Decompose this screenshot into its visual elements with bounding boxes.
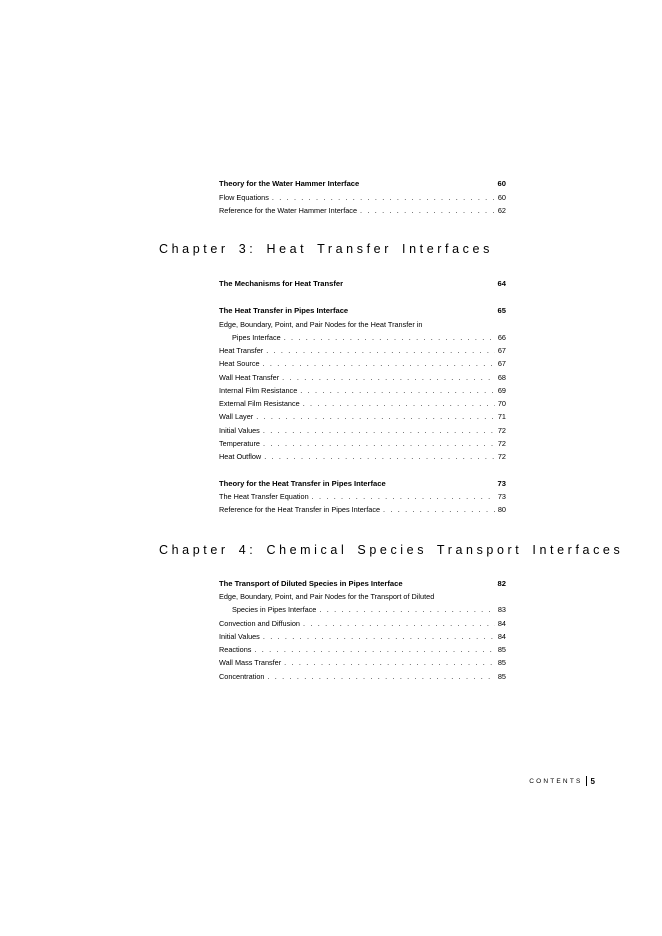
toc-entry[interactable] <box>219 359 506 369</box>
footer-label: CONTENTS <box>529 777 583 785</box>
toc-leader-dots <box>380 505 495 515</box>
toc-entry-title: Edge, Boundary, Point, and Pair Nodes for the Transport of Diluted <box>219 592 435 601</box>
toc-section[interactable] <box>219 279 506 289</box>
toc-entry[interactable] <box>219 320 506 330</box>
toc-entry-title: Wall Layer <box>219 412 254 421</box>
toc-page-number: 60 <box>497 179 506 188</box>
toc-leader-dots <box>297 386 495 396</box>
toc-entry[interactable] <box>219 592 506 602</box>
toc-page-number: 85 <box>497 645 506 654</box>
toc-entry[interactable] <box>219 619 506 629</box>
toc-entry[interactable] <box>219 373 506 383</box>
toc-entry[interactable] <box>219 206 506 216</box>
toc-leader-dots <box>300 619 495 629</box>
toc-entry-title: The Heat Transfer Equation <box>219 492 309 501</box>
toc-entry-title: Initial Values <box>219 632 260 641</box>
toc-page-number: 65 <box>497 306 506 315</box>
toc-page-number: 85 <box>497 672 506 681</box>
toc-entry-title: Theory for the Heat Transfer in Pipes Interface <box>219 479 386 488</box>
toc-entry-title: Wall Heat Transfer <box>219 373 280 382</box>
toc-entry-title: Theory for the Water Hammer Interface <box>219 179 360 188</box>
toc-leader-dots <box>260 426 495 436</box>
footer-page-number: 5 <box>590 776 595 786</box>
page-footer <box>529 776 595 786</box>
toc-entry[interactable] <box>219 439 506 449</box>
toc-page-number: 84 <box>497 619 506 628</box>
toc-page-number: 72 <box>497 426 506 435</box>
toc-entry[interactable] <box>219 346 506 356</box>
toc-entry-title: Flow Equations <box>219 193 269 202</box>
chapter-3-heading: Chapter 3: Heat Transfer Interfaces <box>159 242 493 256</box>
toc-page-number: 71 <box>497 412 506 421</box>
toc-page-number: 83 <box>497 605 506 614</box>
toc-entry-title: Reference for the Water Hammer Interface <box>219 206 358 215</box>
toc-entry-title: The Heat Transfer in Pipes Interface <box>219 306 349 315</box>
toc-entry[interactable] <box>219 386 506 396</box>
toc-entry[interactable] <box>219 452 506 462</box>
toc-entry[interactable] <box>219 492 506 502</box>
toc-leader-dots <box>279 373 495 383</box>
toc-page-number: 85 <box>497 658 506 667</box>
toc-entry-title: Concentration <box>219 672 265 681</box>
toc-section[interactable] <box>219 479 506 489</box>
toc-leader-dots <box>300 399 495 409</box>
toc-entry[interactable] <box>219 645 506 655</box>
toc-entry-title: Reactions <box>219 645 252 654</box>
toc-entry-title: The Mechanisms for Heat Transfer <box>219 279 344 288</box>
toc-entry[interactable] <box>219 605 506 615</box>
toc-page-number: 62 <box>497 206 506 215</box>
toc-leader-dots <box>263 346 495 356</box>
toc-page-number: 68 <box>497 373 506 382</box>
toc-page-number: 84 <box>497 632 506 641</box>
toc-page-number: 64 <box>497 279 506 288</box>
toc-section[interactable] <box>219 179 506 189</box>
toc-leader-dots <box>269 193 495 203</box>
toc-leader-dots <box>251 645 494 655</box>
toc-page-number: 70 <box>497 399 506 408</box>
toc-entry-title: Convection and Diffusion <box>219 619 300 628</box>
toc-entry[interactable] <box>219 672 506 682</box>
toc-entry[interactable] <box>219 505 506 515</box>
toc-entry-title: The Transport of Diluted Species in Pipes Interface <box>219 579 403 588</box>
toc-leader-dots <box>281 333 495 343</box>
toc-leader-dots <box>316 605 495 615</box>
toc-entry[interactable] <box>219 399 506 409</box>
toc-page-number: 73 <box>497 479 506 488</box>
toc-entry-title: Initial Values <box>219 426 260 435</box>
toc-leader-dots <box>357 206 495 216</box>
toc-entry-title: External Film Resistance <box>219 399 300 408</box>
toc-leader-dots <box>260 359 495 369</box>
toc-entry-title: Heat Transfer <box>219 346 264 355</box>
toc-page-number: 72 <box>497 439 506 448</box>
toc-entry-title: Species in Pipes Interface <box>232 605 317 614</box>
toc-entry-title: Internal Film Resistance <box>219 386 298 395</box>
toc-entry-title: Heat Source <box>219 359 260 368</box>
toc-section[interactable] <box>219 306 506 316</box>
toc-entry-title: Reference for the Heat Transfer in Pipes Interface <box>219 505 381 514</box>
toc-page-number: 80 <box>497 505 506 514</box>
toc-entry[interactable] <box>219 632 506 642</box>
toc-page-number: 72 <box>497 452 506 461</box>
footer-divider <box>586 776 587 786</box>
toc-entry[interactable] <box>219 426 506 436</box>
toc-leader-dots <box>261 452 495 462</box>
toc-page-number: 82 <box>497 579 506 588</box>
toc-page-number: 60 <box>497 193 506 202</box>
toc-entry-title: Temperature <box>219 439 260 448</box>
toc-entry-title: Pipes Interface <box>232 333 281 342</box>
toc-entry-title: Wall Mass Transfer <box>219 658 282 667</box>
toc-leader-dots <box>253 412 495 422</box>
toc-page-number: 67 <box>497 359 506 368</box>
toc-entry[interactable] <box>219 333 506 343</box>
toc-page-number: 66 <box>497 333 506 342</box>
toc-leader-dots <box>260 632 495 642</box>
toc-page-number: 69 <box>497 386 506 395</box>
toc-entry[interactable] <box>219 193 506 203</box>
toc-section[interactable] <box>219 579 506 589</box>
toc-entry-title: Edge, Boundary, Point, and Pair Nodes for the Heat Transfer in <box>219 320 423 329</box>
toc-page-number: 67 <box>497 346 506 355</box>
toc-page-number: 73 <box>497 492 506 501</box>
chapter-4-heading: Chapter 4: Chemical Species Transport Interfaces <box>159 543 624 557</box>
toc-entry[interactable] <box>219 658 506 668</box>
toc-entry-title: Heat Outflow <box>219 452 262 461</box>
toc-entry[interactable] <box>219 412 506 422</box>
toc-leader-dots <box>260 439 495 449</box>
toc-leader-dots <box>309 492 495 502</box>
toc-leader-dots <box>281 658 495 668</box>
toc-leader-dots <box>264 672 494 682</box>
